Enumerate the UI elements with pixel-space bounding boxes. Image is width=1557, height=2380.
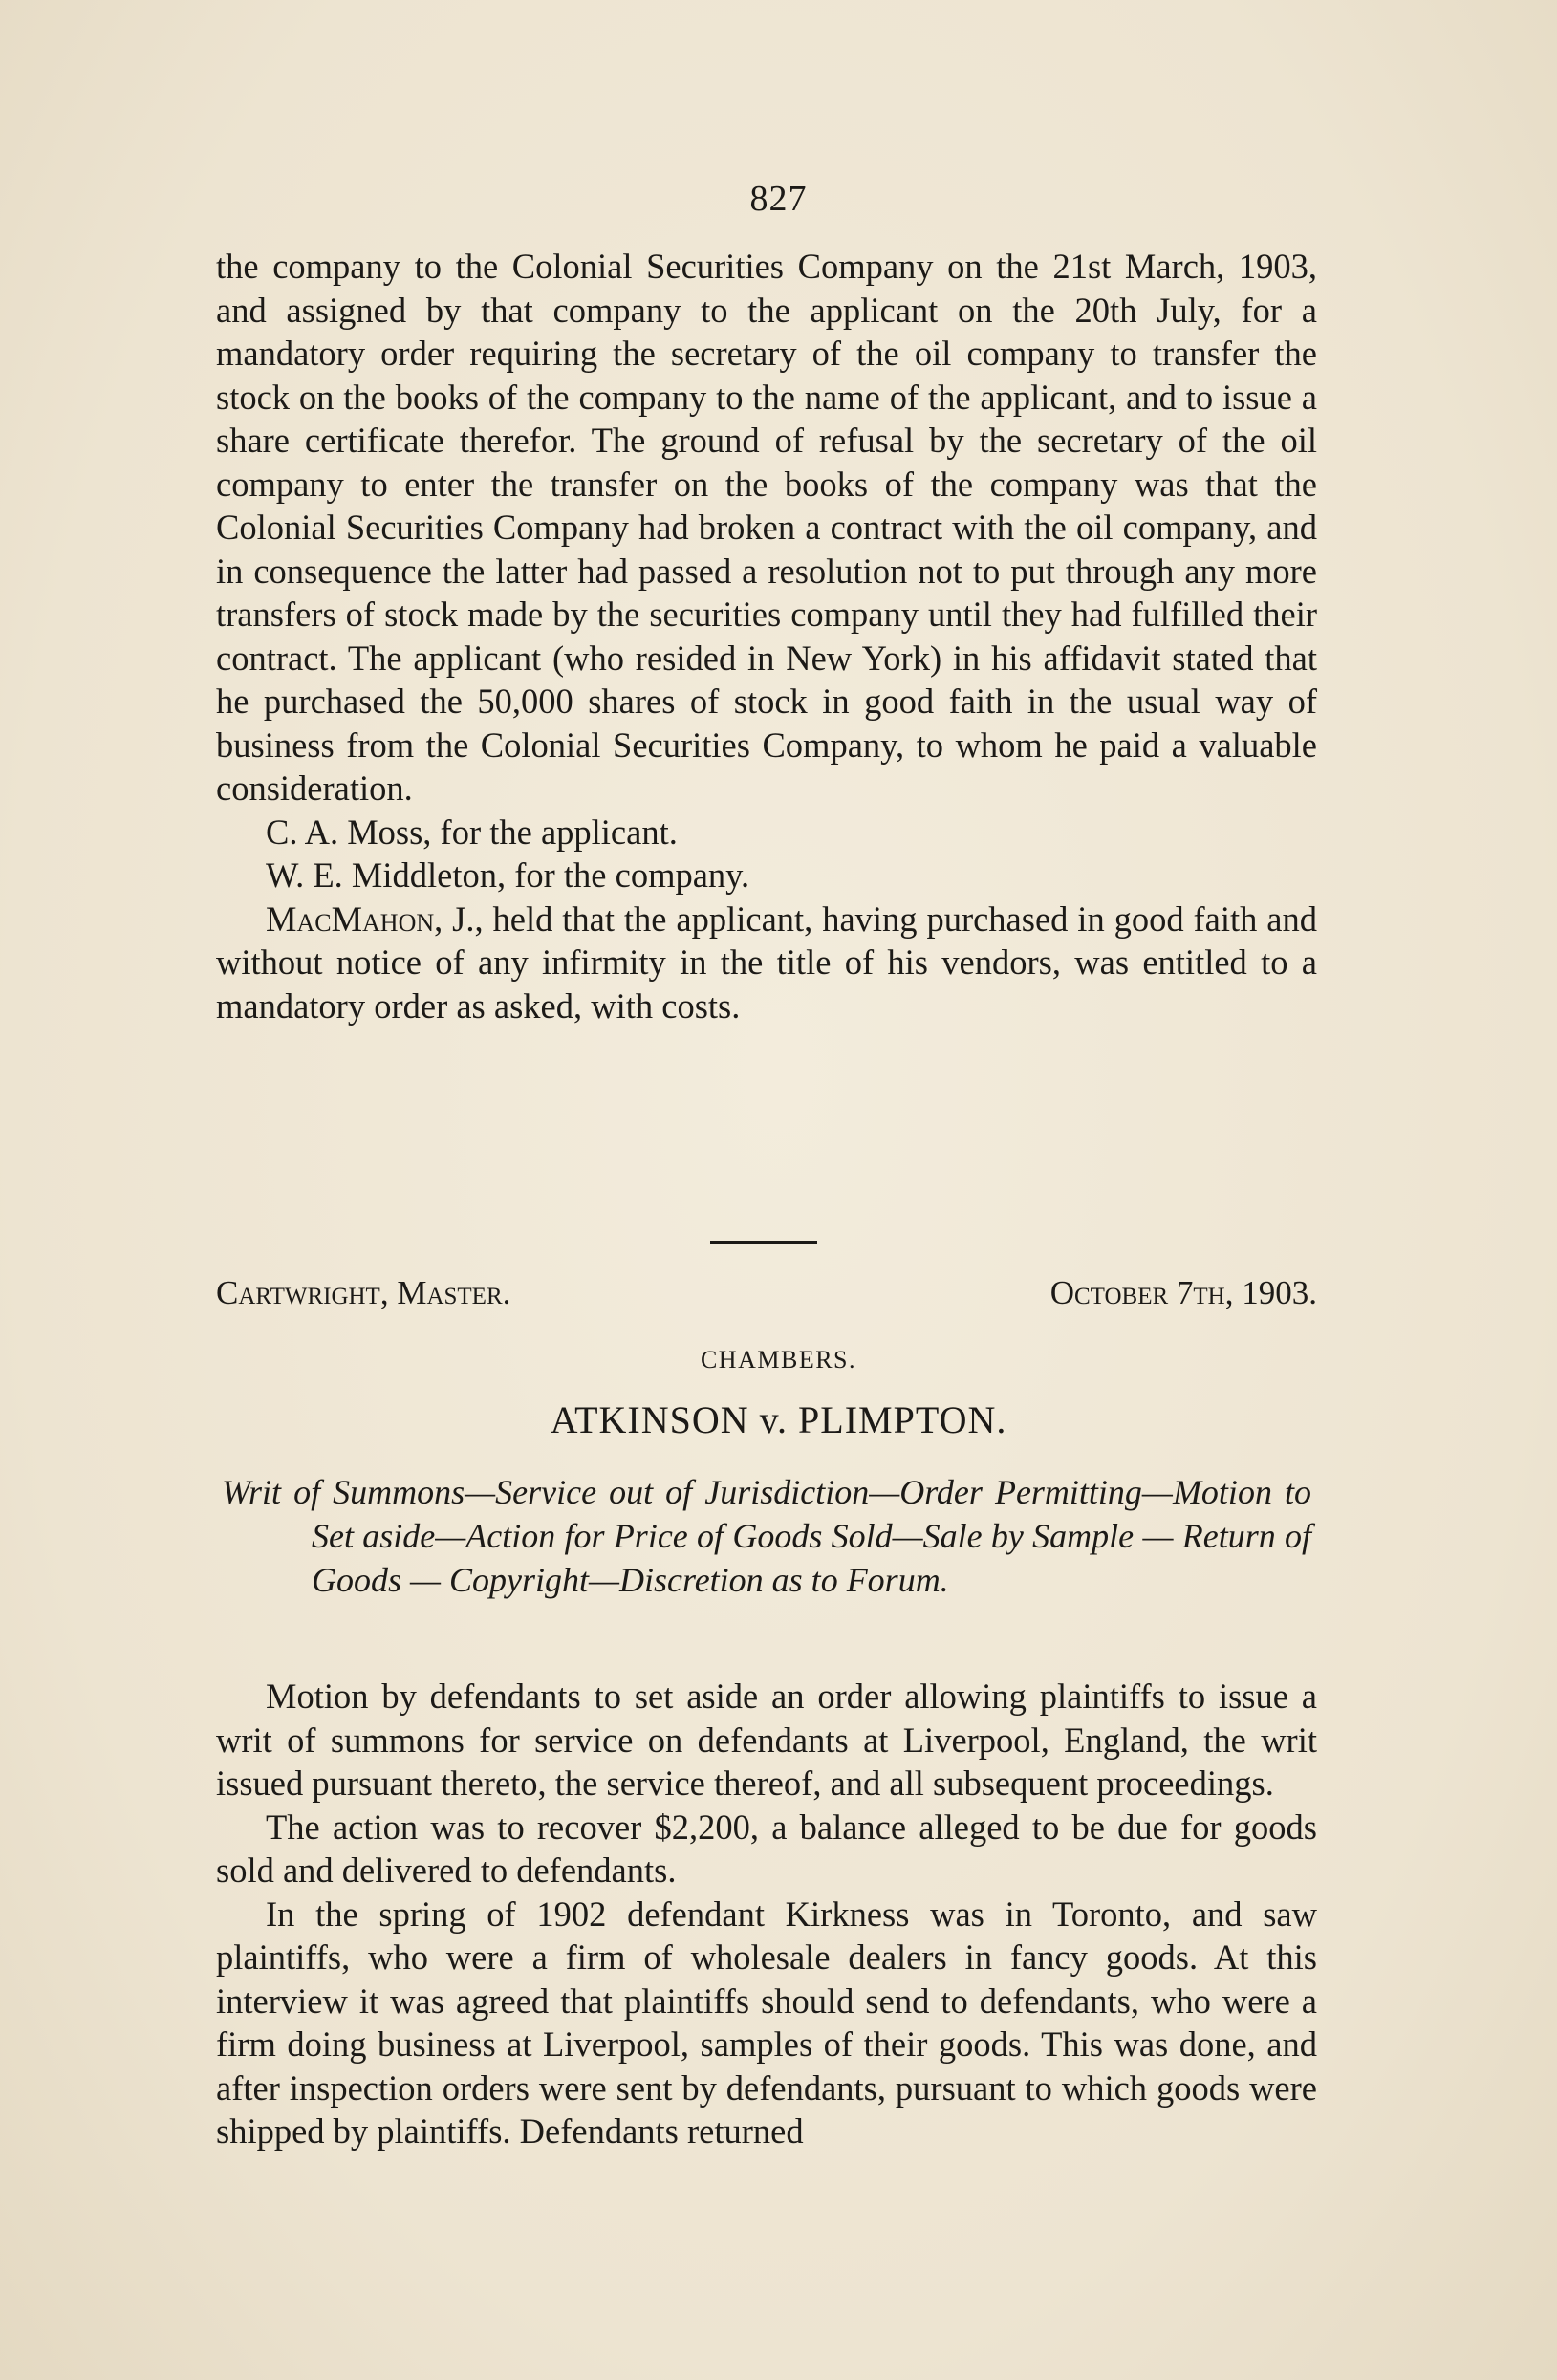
body-text-block [216,1675,1317,2153]
opening-text-block [216,245,1317,1028]
opening-paragraph: the company to the Colonial Securities Company on the 21st March, 1903, and assigned by that company to the applicant on the 20th July, for a mandatory order requiring the secretary of the oil company to transfer the stock on the books of the company to the name of the applicant, and to issue a share certificate therefor. The ground of refusal by the secretary of the oil company to enter the transfer on the books of the company was that the Colonial Securities Company had broken a contract with the oil company, and in consequence the latter had passed a resolution not to put through any more transfers of stock made by the securities company until they had fulfilled their contract. The applicant (who resided in New York) in his affidavit stated that he purchased the 50,000 shares of stock in good faith in the usual way of business from the Colonial Securities Company, to whom he paid a valuable consideration. [216,247,1317,808]
master-name: Cartwright, Master. [216,1274,511,1311]
case-caption-row [216,1271,1317,1315]
headnote: Writ of Summons—Service out of Jurisdiction—Order Permitting—Motion to Set aside—Action for Price of Goods Sold—Sale by Sample — Return of Goods — Copyright—Discretion as to Forum. [222,1473,1311,1599]
judgment-text: , J., held that the applicant, having purchased in good faith and without notice of any infirmity in the title of his vendors, was entitled to a mandatory order as asked, with costs. [216,898,1317,1026]
counsel-company: W. E. Middleton, for the company. [266,855,750,895]
court-name: CHAMBERS. [700,1346,857,1374]
judge-name: MacMahon [266,898,435,939]
section-divider [710,1241,817,1244]
counsel-applicant: C. A. Moss, for the applicant. [266,811,678,852]
body-paragraph-motion: Motion by defendants to set aside an order allowing plaintiffs to issue a writ of summons for service on defendants at Liverpool, England, the writ issued pursuant thereto, the service thereof, and all subsequent proceedings. [216,1677,1317,1803]
case-date: October 7th, 1903. [1049,1274,1317,1311]
judgment-paragraph [216,898,1317,1028]
case-title: ATKINSON v. PLIMPTON. [550,1398,1007,1441]
body-paragraph-action: The action was to recover $2,200, a balance alleged to be due for goods sold and delivered to defendants. [216,1807,1317,1890]
page-number: 827 [749,179,808,219]
body-paragraph-facts: In the spring of 1902 defendant Kirkness was in Toronto, and saw plaintiffs, who were a firm of wholesale dealers in fancy goods. At this interview it was agreed that plaintiffs should send to defendants, who were a firm doing business at Liverpool, samples of their goods. This was done, and after inspection orders were sent by defendants, pursuant to which goods were shipped by plaintiffs. Defendants returned [216,1893,1317,2151]
